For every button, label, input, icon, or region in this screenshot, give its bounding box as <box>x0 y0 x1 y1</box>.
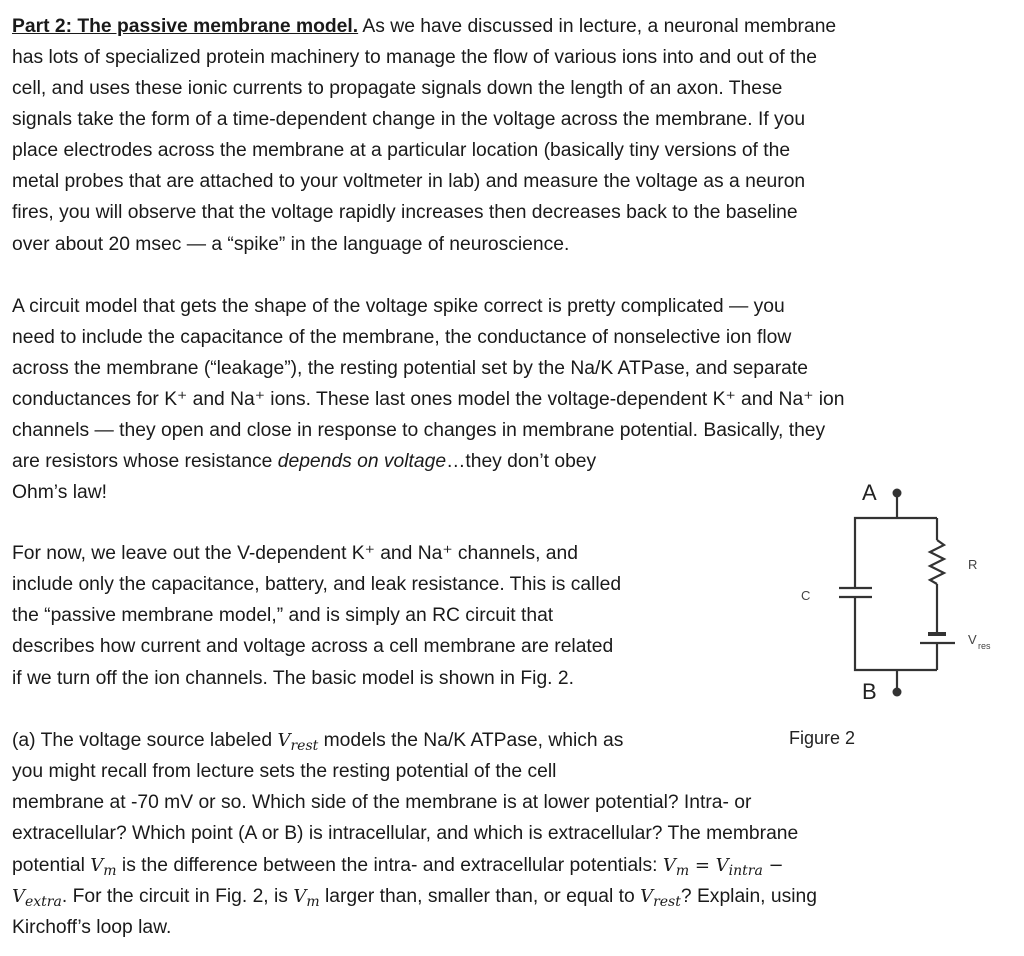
text-segment: across the membrane (“leakage”), the resting potential set by the Na/K ATPase, and separate <box>12 358 808 379</box>
text-segment: membrane at -70 mV or so. Which side of the membrane is at lower potential? Intra- or <box>12 792 752 813</box>
text-segment: As we have discussed in lecture, a neuronal membrane <box>358 16 837 37</box>
wire-loop-left <box>855 518 937 588</box>
text-segment: fires, you will observe that the voltage rapidly increases then decreases back to the baseline <box>12 202 798 223</box>
text-segment: has lots of specialized protein machinery to manage the flow of various ions into and out of the <box>12 47 817 68</box>
text-segment: channels — they open and close in response to changes in membrane potential. Basically, they <box>12 420 826 441</box>
text-segment: rest <box>290 738 319 754</box>
text-segment: V <box>12 886 25 907</box>
label-b: B <box>862 679 877 704</box>
text-segment: rest <box>653 894 681 910</box>
text-segment: V <box>640 886 654 907</box>
text-segment: cell, and uses these ionic currents to propagate signals down the length of an axon. These <box>12 78 783 99</box>
text-segment: m <box>306 894 320 910</box>
text-segment: = <box>689 855 716 876</box>
text-segment: are resistors whose resistance <box>12 451 278 472</box>
label-a: A <box>862 480 877 505</box>
wire-loop-left-bottom <box>855 597 937 670</box>
resistor-r <box>930 540 944 584</box>
label-r: R <box>968 557 978 572</box>
text-segment: is the difference between the intra- and extracellular potentials: <box>116 855 663 876</box>
text-segment: intra <box>728 863 763 879</box>
text-segment: place electrodes across the membrane at a particular location (basically tiny versions of the <box>12 140 791 161</box>
text-segment: larger than, smaller than, or equal to <box>319 886 641 907</box>
text-segment: (a) The voltage source labeled <box>12 730 278 751</box>
text-segment: Part 2: The passive membrane model. <box>12 16 359 37</box>
text-segment: V <box>293 886 307 907</box>
terminal-b-dot <box>893 688 902 697</box>
label-res: res <box>978 641 991 651</box>
text-segment: m <box>675 863 690 879</box>
text-segment: …they don’t obey <box>446 451 597 472</box>
terminal-a-dot <box>893 489 902 498</box>
text-segment: metal probes that are attached to your voltmeter in lab) and measure the voltage as a neuron <box>12 171 806 192</box>
text-segment: depends on voltage <box>277 451 447 472</box>
text-segment: describes how current and voltage across a cell membrane are related <box>12 636 614 657</box>
text-segment: signals take the form of a time-dependent change in the voltage across the membrane. If you <box>12 109 806 130</box>
label-v: V <box>968 632 977 647</box>
text-segment: conductances for K⁺ and Na⁺ ions. These last ones model the voltage-dependent K⁺ and Na⁺ ion <box>12 389 845 410</box>
text-segment: the “passive membrane model,” and is simply an RC circuit that <box>12 605 554 626</box>
text-segment: extracellular? Which point (A or B) is intracellular, and which is extracellular? The membrane <box>12 823 799 844</box>
text-segment: you might recall from lecture sets the resting potential of the cell <box>12 761 557 782</box>
text-segment: potential <box>12 855 91 876</box>
text-segment: Kirchoff’s loop law. <box>12 917 172 938</box>
text-segment: A circuit model that gets the shape of the voltage spike correct is pretty complicated — you <box>12 296 785 317</box>
text-segment: need to include the capacitance of the membrane, the conductance of nonselective ion flow <box>12 327 792 348</box>
text-segment: V <box>662 855 676 876</box>
text-segment: . For the circuit in Fig. 2, is <box>61 886 294 907</box>
text-segment: Ohm’s law! <box>12 482 108 503</box>
label-c: C <box>801 588 811 603</box>
text-segment: ? Explain, using <box>680 886 817 907</box>
text-segment: V <box>277 730 291 751</box>
text-segment: models the Na/K ATPase, which as <box>318 730 624 751</box>
text-segment: m <box>103 863 117 879</box>
text-segment: over about 20 msec — a “spike” in the language of neuroscience. <box>12 234 570 255</box>
text-segment: V <box>90 855 104 876</box>
text-segment: V <box>715 855 729 876</box>
text-segment: − <box>762 855 784 876</box>
text-segment: For now, we leave out the V-dependent K⁺ and Na⁺ channels, and <box>12 543 578 564</box>
text-segment: include only the capacitance, battery, and leak resistance. This is called <box>12 574 622 595</box>
text-segment: if we turn off the ion channels. The basic model is shown in Fig. 2. <box>12 668 574 689</box>
text-segment: extra <box>25 894 62 910</box>
figure-caption: Figure 2 <box>789 728 856 748</box>
